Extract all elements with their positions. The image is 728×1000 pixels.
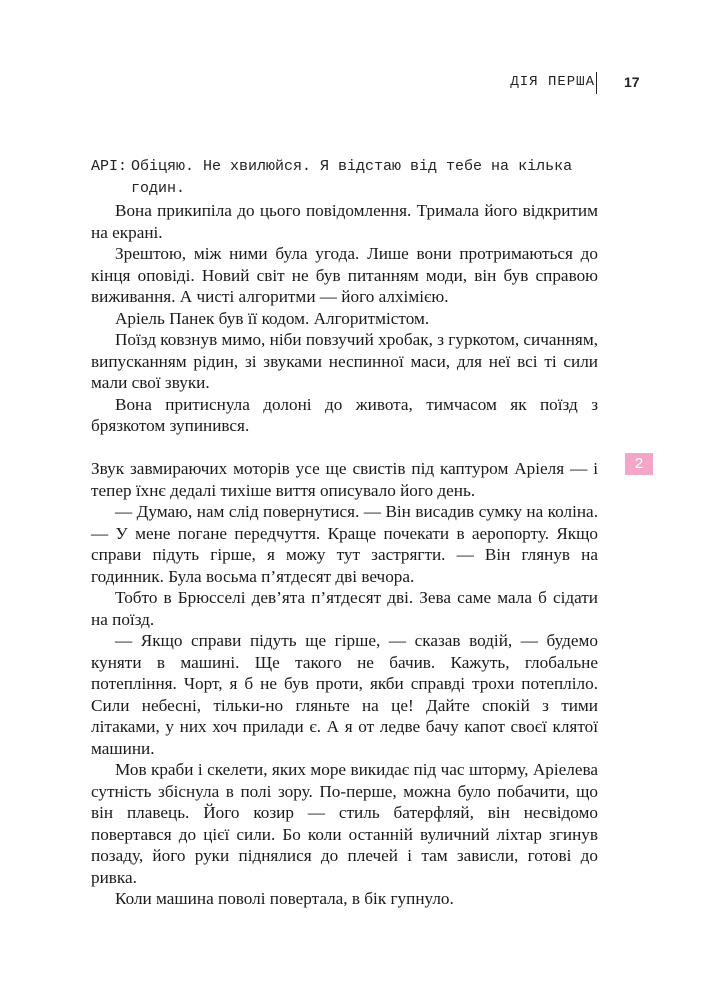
section-title: ДІЯ ПЕРША [510,74,595,90]
paragraph: Вона притиснула долоні до живота, тимчасом як поїзд з брязкотом зупинився. [91,394,598,435]
chapter-number-tab: 2 [625,453,653,475]
paragraph: Звук завмираючих моторів усе ще свистів під каптуром Аріеля — і тепер їхнє дедалі тихіше виття описувало його день. [91,459,598,500]
header-divider [596,72,597,94]
api-message [91,156,611,200]
paragraph: Вона прикипіла до цього повідомлення. Тримала його відкритим на екрані. [91,201,598,242]
body-text-block-2 [91,458,598,910]
paragraph: Коли машина поволі повертала, в бік гупнуло. [115,889,454,908]
paragraph: Мов краби і скелети, яких море викидає під час шторму, Аріелева сутність збіснулa в полі зору. По-перше, можна було побачити, що він плавець. Його козир — стиль батерфляй, він несвідомо повертався до цієї сили. Бо коли останній вуличний ліхтар згинув позаду, його руки піднялися до плечей і там зависли, готові до ривка. [91,760,598,887]
page-number: 17 [624,74,640,90]
api-text: Обіцяю. Не хвилюйся. Я відстаю від тебе на кілька годин. [131,158,573,197]
api-speaker: API: [91,158,128,175]
body-text-block-1 [91,200,598,437]
paragraph: — Якщо справи підуть ще гірше, — сказав водій, — будемо куняти в машині. Ще такого не бачив. Кажуть, глобальне потепління. Чорт, я б не був проти, якби справді трохи потепліло. Сили небесні, тільки-но гляньте на це! Дайте спокій з тими літаками, у них хоч прилади є. А я от ледве бачу капот своєї клятої машини. [91,631,598,758]
running-head [500,72,650,94]
paragraph: Аріель Панек був її кодом. Алгоритмістом. [115,308,430,328]
paragraph: Тобто в Брюсселі дев’ята п’ятдесят дві. Зева саме мала б сідати на поїзд. [91,588,598,629]
paragraph: Поїзд ковзнув мимо, ніби повзучий хробак, з гуркотом, сичанням, випусканням рідин, зі звуками неспинної маси, для неї всі ті сили мали свої звуки. [91,330,598,392]
paragraph: Зрештою, між ними була угода. Лише вони протримаються до кінця оповіді. Новий світ не був питанням моди, він був справою виживання. А чисті алгоритми — його алхімією. [91,244,598,306]
paragraph: — Думаю, нам слід повернутися. — Він висадив сумку на коліна. — У мене погане передчуття. Краще почекати в аеропорту. Якщо справи підуть гірше, я можу тут застрягти. — Він глянув на годинник. Була восьма п’ятдесят дві вечора. [91,502,598,586]
